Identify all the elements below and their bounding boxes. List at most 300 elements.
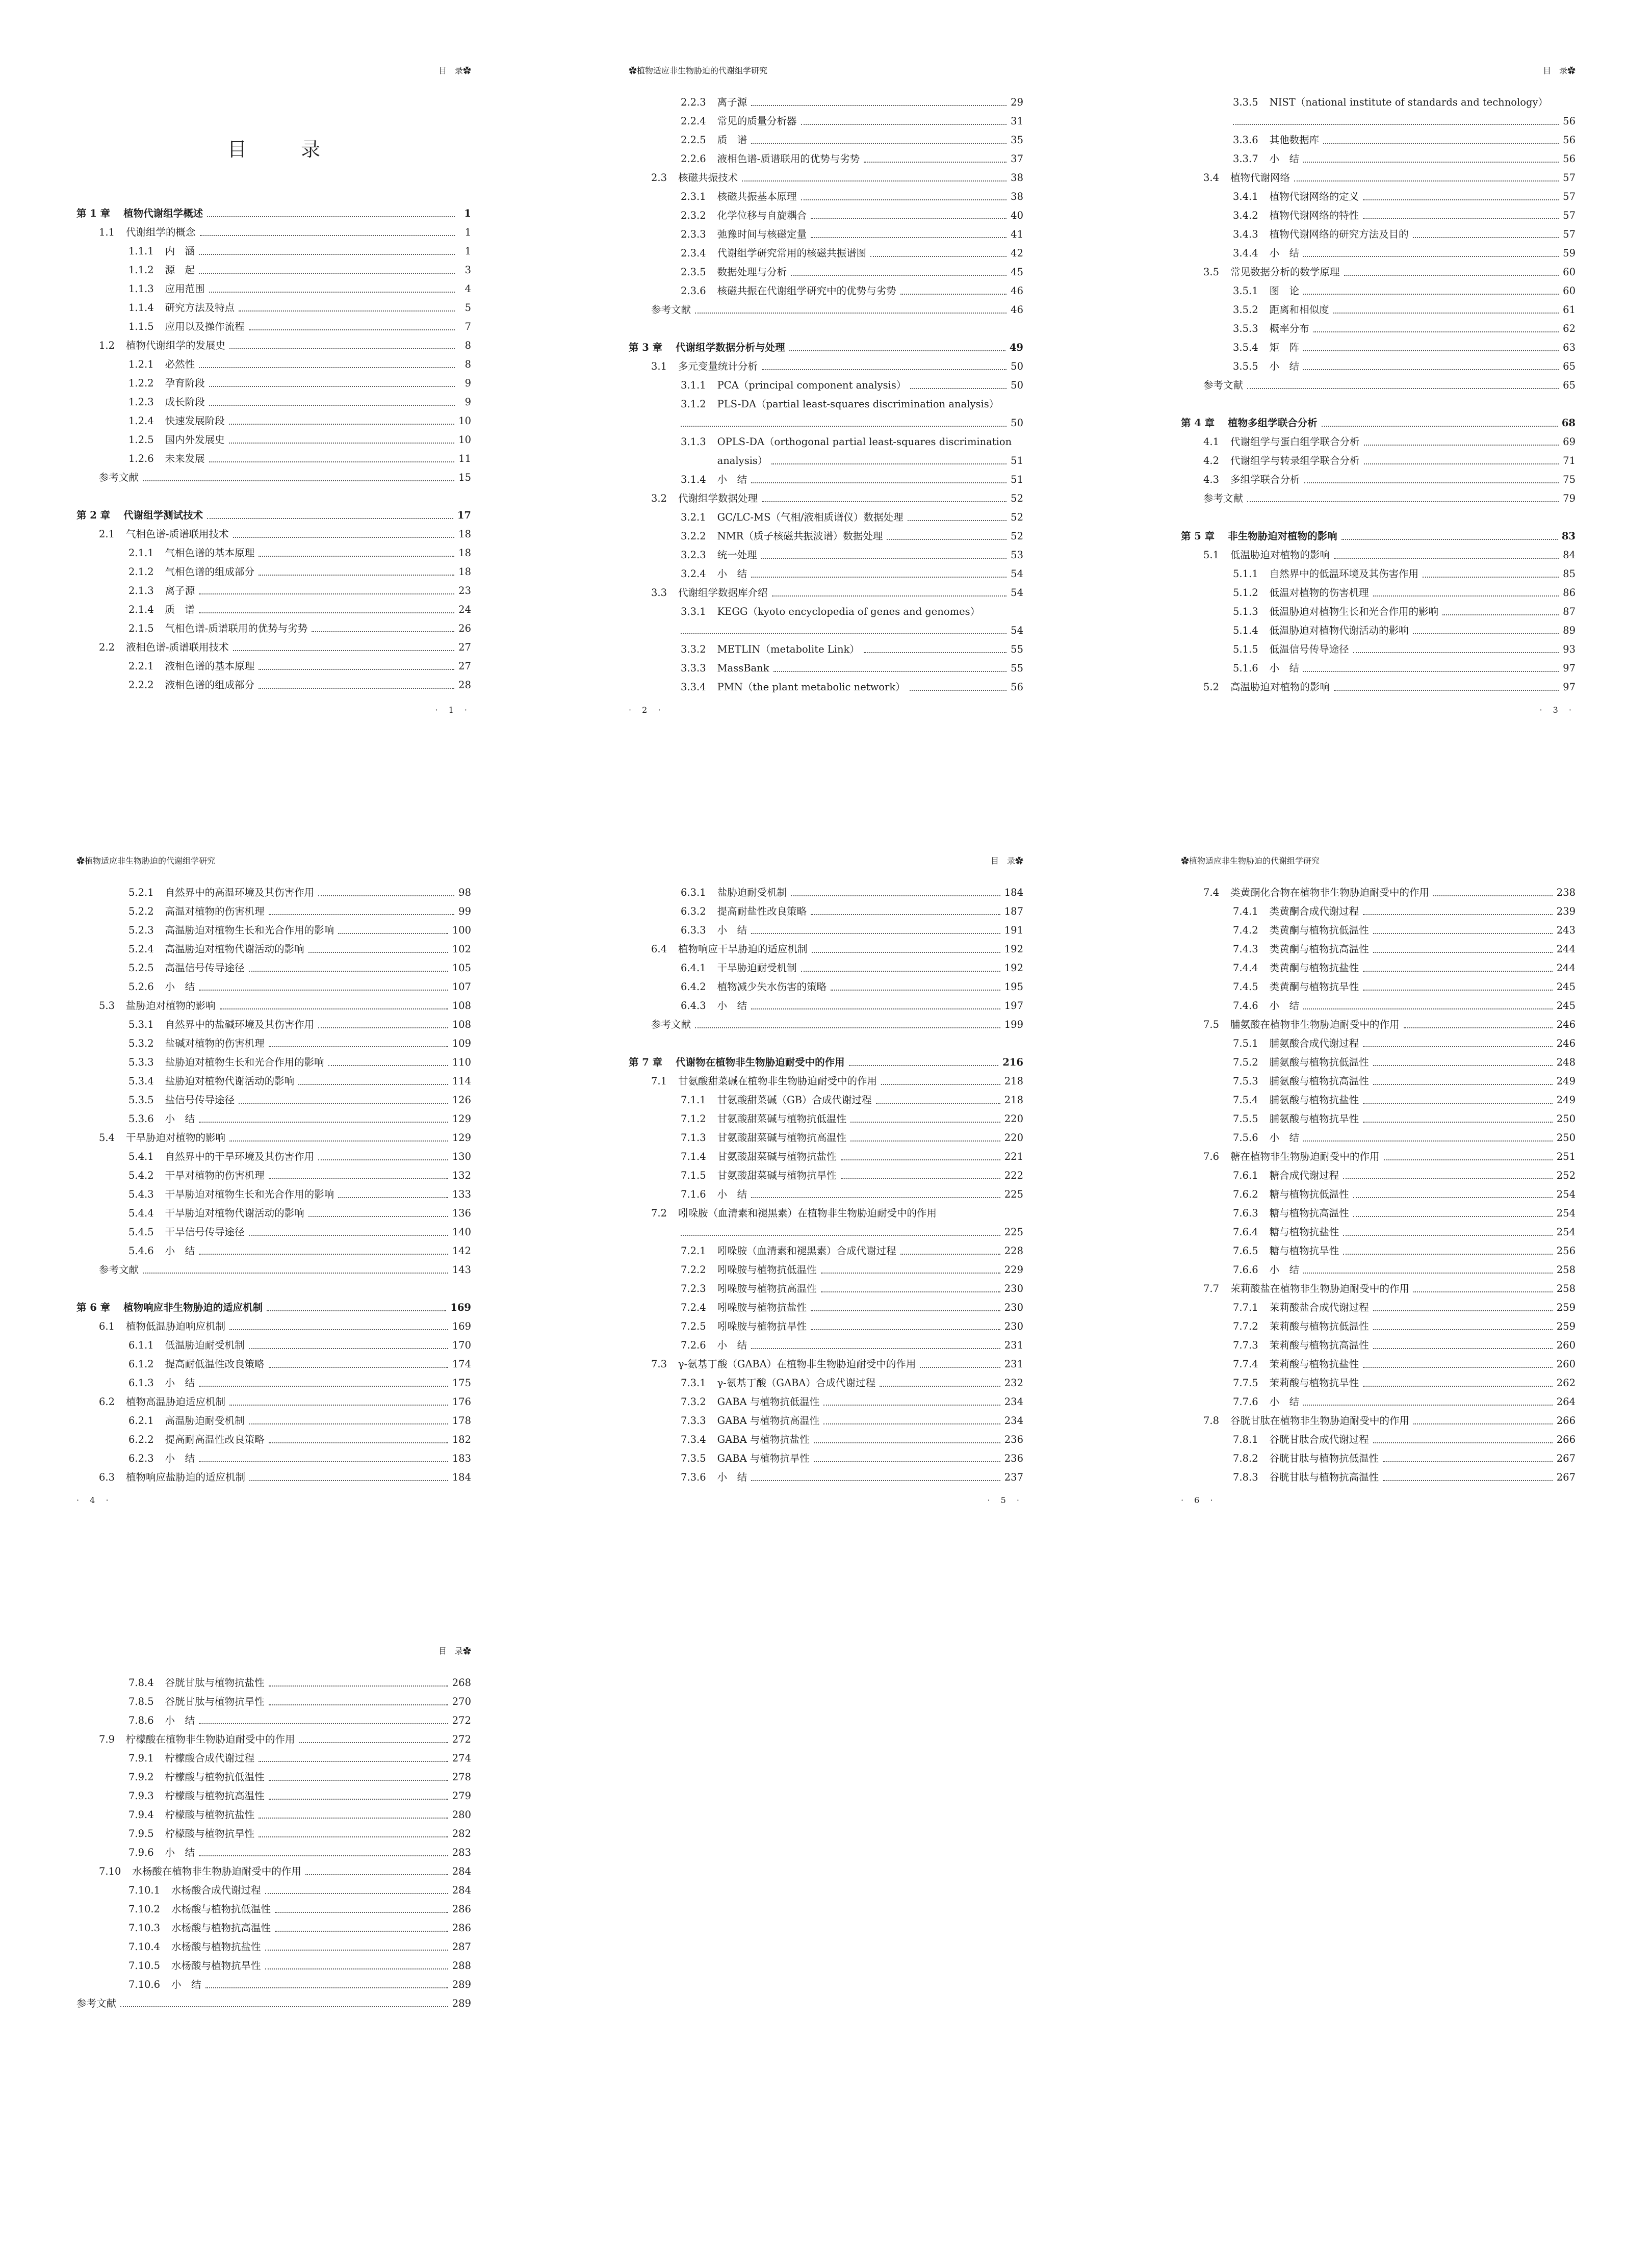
dot-leader <box>318 1027 448 1028</box>
chapter-entry[interactable] <box>629 338 1023 357</box>
toc-entry[interactable] <box>76 430 471 449</box>
entry-page: 130 <box>452 1150 471 1162</box>
toc-entry[interactable] <box>629 432 1023 451</box>
toc-entry[interactable] <box>1181 131 1576 149</box>
toc-entry[interactable] <box>76 374 471 393</box>
entry-page: 35 <box>1011 134 1023 146</box>
toc-entry[interactable] <box>1181 621 1576 640</box>
toc-entry[interactable] <box>1181 977 1576 996</box>
toc-entry[interactable] <box>76 1937 471 1956</box>
entry-page: 272 <box>452 1714 471 1726</box>
toc-entry[interactable] <box>629 1241 1023 1260</box>
entry-number: 7.1.4 <box>681 1150 706 1162</box>
toc-entry[interactable] <box>76 1994 471 2013</box>
dot-leader <box>870 256 1006 257</box>
toc-entry[interactable] <box>1181 451 1576 470</box>
toc-entry[interactable] <box>76 1128 471 1147</box>
dot-leader <box>199 612 454 613</box>
toc-entry[interactable] <box>76 525 471 543</box>
toc-entry[interactable] <box>629 1128 1023 1147</box>
toc-entry[interactable] <box>629 678 1023 696</box>
toc-entry[interactable] <box>629 413 1023 432</box>
toc-entry[interactable] <box>629 395 1023 413</box>
dot-leader <box>312 631 454 632</box>
entry-title: 小 结 <box>1269 360 1300 372</box>
entry-title: 低温胁迫对植物生长和光合作用的影响 <box>1269 605 1439 617</box>
entry-page: 251 <box>1556 1150 1576 1162</box>
entry-title: 自然界中的盐碱环境及其伤害作用 <box>165 1018 315 1030</box>
toc-entry[interactable] <box>629 489 1023 508</box>
toc-entry[interactable] <box>1181 883 1576 902</box>
toc-entry[interactable] <box>76 1881 471 1900</box>
entry-number: 7.9.5 <box>128 1827 154 1839</box>
toc-entry[interactable] <box>76 261 471 279</box>
toc-entry[interactable] <box>1181 263 1576 281</box>
entry-number: 1.2.5 <box>128 433 154 446</box>
entry-number: 7.8.3 <box>1233 1471 1258 1483</box>
toc-entry[interactable] <box>629 921 1023 940</box>
toc-entry[interactable] <box>1181 1072 1576 1091</box>
entry-number: 5.3.4 <box>128 1075 154 1087</box>
toc-entry[interactable] <box>629 659 1023 678</box>
toc-entry[interactable] <box>1181 1336 1576 1355</box>
toc-entry[interactable] <box>629 996 1023 1015</box>
toc-entry[interactable] <box>76 336 471 355</box>
toc-entry[interactable] <box>629 281 1023 300</box>
dot-leader <box>789 350 1005 351</box>
entry-title: 国内外发展史 <box>165 433 225 446</box>
entry-page: 283 <box>452 1846 471 1858</box>
toc-entry[interactable] <box>629 451 1023 470</box>
chapter-entry[interactable] <box>1181 413 1576 432</box>
toc-entry[interactable] <box>1181 187 1576 206</box>
toc-entry[interactable] <box>1181 678 1576 696</box>
dot-leader <box>1304 482 1559 483</box>
toc-entry[interactable] <box>1181 1317 1576 1336</box>
dot-leader <box>823 1423 1000 1424</box>
toc-entry[interactable] <box>76 1430 471 1449</box>
dot-leader <box>1303 369 1559 370</box>
toc-entry[interactable] <box>629 1204 1023 1223</box>
toc-entry[interactable] <box>629 470 1023 489</box>
chapter-entry[interactable] <box>76 204 471 223</box>
entry-title: 矩 阵 <box>1269 341 1300 353</box>
entry-title: 高温对植物的伤害机理 <box>165 905 265 917</box>
toc-entry[interactable] <box>1181 1449 1576 1468</box>
entry-number: 7.4.1 <box>1233 905 1258 917</box>
toc-entry[interactable] <box>1181 225 1576 244</box>
toc-entry[interactable] <box>629 1091 1023 1109</box>
toc-entry[interactable] <box>629 621 1023 640</box>
dot-leader <box>1363 914 1553 915</box>
entry-page: 8 <box>464 358 471 370</box>
toc-entry[interactable] <box>629 244 1023 263</box>
toc-entry[interactable] <box>629 1411 1023 1430</box>
toc-entry[interactable] <box>629 93 1023 112</box>
entry-number: 7.2.1 <box>681 1244 706 1257</box>
dot-leader <box>1343 1178 1553 1179</box>
dot-leader <box>209 461 455 462</box>
toc-entry[interactable] <box>1181 1223 1576 1241</box>
entry-page: 38 <box>1011 190 1023 202</box>
toc-entry[interactable] <box>629 1430 1023 1449</box>
toc-entry[interactable] <box>1181 470 1576 489</box>
toc-entry[interactable] <box>1181 1298 1576 1317</box>
entry-title: 高温信号传导途径 <box>165 962 245 974</box>
toc-entry[interactable] <box>76 1015 471 1034</box>
entry-title: 类黄酮与植物抗高温性 <box>1269 943 1369 955</box>
toc-entry[interactable] <box>1181 640 1576 659</box>
entry-number: 3.3.4 <box>681 681 706 693</box>
toc-entry[interactable] <box>629 1468 1023 1487</box>
entry-title: 干旱对植物的伤害机理 <box>165 1169 265 1181</box>
toc-entry[interactable] <box>76 1053 471 1072</box>
toc-entry[interactable] <box>629 883 1023 902</box>
entry-title: 必然性 <box>165 358 195 370</box>
toc-entry[interactable] <box>76 1843 471 1862</box>
entry-number: 7.7.2 <box>1233 1320 1258 1332</box>
toc-entry[interactable] <box>76 355 471 374</box>
entry-page: 54 <box>1011 586 1023 599</box>
toc-entry[interactable] <box>629 1260 1023 1279</box>
entry-number: 3.4.2 <box>1233 209 1258 221</box>
toc-entry[interactable] <box>1181 1204 1576 1223</box>
toc-entry[interactable] <box>1181 1355 1576 1373</box>
entry-page: 272 <box>452 1733 471 1745</box>
toc-entry[interactable] <box>76 1449 471 1468</box>
toc-entry[interactable] <box>76 1749 471 1768</box>
entry-title: 类黄酮化合物在植物非生物胁迫耐受中的作用 <box>1230 886 1430 898</box>
toc-entry[interactable] <box>629 1355 1023 1373</box>
toc-entry[interactable] <box>629 357 1023 376</box>
toc-entry[interactable] <box>76 600 471 619</box>
toc-entry[interactable] <box>1181 1091 1576 1109</box>
toc-entry[interactable] <box>629 300 1023 319</box>
toc-entry[interactable] <box>1181 319 1576 338</box>
chapter-entry[interactable] <box>1181 527 1576 546</box>
toc-entry[interactable] <box>1181 1015 1576 1034</box>
toc-entry[interactable] <box>629 225 1023 244</box>
toc-entry[interactable] <box>1181 1411 1576 1430</box>
dot-leader <box>229 424 455 425</box>
toc-entry[interactable] <box>1181 338 1576 357</box>
toc-entry[interactable] <box>629 1336 1023 1355</box>
toc-entry[interactable] <box>629 1147 1023 1166</box>
toc-entry[interactable] <box>76 1805 471 1824</box>
toc-entry[interactable] <box>1181 357 1576 376</box>
toc-entry[interactable] <box>629 1279 1023 1298</box>
toc-entry[interactable] <box>76 1918 471 1937</box>
entry-page: 244 <box>1556 943 1576 955</box>
entry-page: 86 <box>1563 586 1576 599</box>
toc-entry[interactable] <box>1181 1430 1576 1449</box>
chapter-entry[interactable] <box>76 1298 471 1317</box>
toc-entry[interactable] <box>76 317 471 336</box>
entry-page: 142 <box>452 1244 471 1257</box>
entry-title: 谷胱甘肽与植物抗低温性 <box>1269 1452 1379 1464</box>
entry-number: 3.5.2 <box>1233 303 1258 316</box>
toc-entry[interactable] <box>1181 1185 1576 1204</box>
entry-page: 56 <box>1563 115 1576 127</box>
toc-entry[interactable] <box>1181 1128 1576 1147</box>
dot-leader <box>275 1912 448 1913</box>
entry-number: 3.3.2 <box>681 643 706 655</box>
toc-entry[interactable] <box>629 583 1023 602</box>
toc-entry[interactable] <box>76 638 471 657</box>
entry-number: 7.10.6 <box>128 1978 161 1990</box>
toc-entry[interactable] <box>76 1824 471 1843</box>
dot-leader <box>200 235 455 236</box>
entry-page: 254 <box>1556 1226 1576 1238</box>
dot-leader <box>881 1084 1000 1085</box>
toc-entry[interactable] <box>629 1373 1023 1392</box>
entry-page: 62 <box>1563 322 1576 334</box>
toc-entry[interactable] <box>76 1185 471 1204</box>
toc-entry[interactable] <box>76 1862 471 1881</box>
toc-entry[interactable] <box>1181 281 1576 300</box>
toc-entry[interactable] <box>76 393 471 411</box>
toc-entry[interactable] <box>1181 602 1576 621</box>
toc-entry[interactable] <box>629 131 1023 149</box>
entry-page: 79 <box>1563 492 1576 504</box>
entry-page: 60 <box>1563 266 1576 278</box>
toc-entry[interactable] <box>629 902 1023 921</box>
dot-leader <box>751 1480 1000 1481</box>
dot-leader <box>207 518 453 519</box>
entry-page: 133 <box>452 1188 471 1200</box>
toc-entry[interactable] <box>629 168 1023 187</box>
toc-entry[interactable] <box>1181 583 1576 602</box>
toc-entry[interactable] <box>76 279 471 298</box>
toc-entry[interactable] <box>1181 1109 1576 1128</box>
toc-entry[interactable] <box>76 1317 471 1336</box>
chapter-entry[interactable] <box>629 1053 1023 1072</box>
toc-entry[interactable] <box>76 1692 471 1711</box>
toc-entry[interactable] <box>76 581 471 600</box>
toc-entry[interactable] <box>1181 996 1576 1015</box>
toc-entry[interactable] <box>76 223 471 242</box>
entry-number: 6.4.1 <box>681 962 706 974</box>
page-number: · 3 · <box>1539 705 1576 715</box>
toc-entry[interactable] <box>76 977 471 996</box>
toc-entry[interactable] <box>76 958 471 977</box>
entry-number: 6.2 <box>99 1395 115 1408</box>
toc-entry[interactable] <box>76 1468 471 1487</box>
toc-entry[interactable] <box>76 1956 471 1975</box>
entry-number: 7.9 <box>99 1733 115 1745</box>
entry-number: 5.4.4 <box>128 1207 154 1219</box>
toc-entry[interactable] <box>1181 1147 1576 1166</box>
toc-entry[interactable] <box>629 958 1023 977</box>
toc-entry[interactable] <box>629 1166 1023 1185</box>
entry-number: 2.1.4 <box>128 603 154 615</box>
toc-entry[interactable] <box>629 602 1023 621</box>
toc-entry[interactable] <box>76 411 471 430</box>
toc-entry[interactable] <box>629 508 1023 527</box>
toc-entry[interactable] <box>76 1673 471 1692</box>
toc-entry[interactable] <box>1181 1373 1576 1392</box>
toc-entry[interactable] <box>629 1392 1023 1411</box>
toc-entry[interactable] <box>629 149 1023 168</box>
toc-entry[interactable] <box>1181 1166 1576 1185</box>
toc-entry[interactable] <box>76 1091 471 1109</box>
toc-entry[interactable] <box>76 1260 471 1279</box>
toc-entry[interactable] <box>629 263 1023 281</box>
entry-page: 4 <box>464 282 471 295</box>
entry-title: 糖与植物抗低温性 <box>1269 1188 1349 1200</box>
toc-entry[interactable] <box>76 940 471 958</box>
toc-entry[interactable] <box>76 921 471 940</box>
toc-entry[interactable] <box>76 298 471 317</box>
toc-entry[interactable] <box>76 1166 471 1185</box>
entry-title: 小 结 <box>1269 662 1300 674</box>
toc-entry[interactable] <box>76 1730 471 1749</box>
toc-entry[interactable] <box>1181 1053 1576 1072</box>
toc-entry[interactable] <box>76 1241 471 1260</box>
toc-entry[interactable] <box>629 1223 1023 1241</box>
toc-entry[interactable] <box>76 1711 471 1730</box>
toc-entry[interactable] <box>629 206 1023 225</box>
toc-entry[interactable] <box>76 1768 471 1786</box>
toc-entry[interactable] <box>76 1223 471 1241</box>
toc-entry[interactable] <box>629 1185 1023 1204</box>
toc-entry[interactable] <box>76 449 471 468</box>
toc-entry[interactable] <box>1181 432 1576 451</box>
toc-entry[interactable] <box>76 1072 471 1091</box>
toc-entry[interactable] <box>629 1298 1023 1317</box>
entry-title: 代谢物在植物非生物胁迫耐受中的作用 <box>676 1056 845 1068</box>
entry-number: 1.2.1 <box>128 358 154 370</box>
toc-entry[interactable] <box>629 187 1023 206</box>
toc-entry[interactable] <box>76 1392 471 1411</box>
entry-number: 2.3 <box>651 171 667 184</box>
dot-leader <box>1353 1197 1553 1198</box>
toc-entry[interactable] <box>76 1373 471 1392</box>
toc-entry[interactable] <box>1181 659 1576 678</box>
entry-title: 提高耐高温性改良策略 <box>165 1433 265 1445</box>
dot-leader <box>751 1008 1000 1009</box>
toc-entry[interactable] <box>629 1449 1023 1468</box>
entry-title: 植物代谢网络的特性 <box>1269 209 1359 221</box>
toc-entry[interactable] <box>76 1786 471 1805</box>
toc-entry[interactable] <box>1181 1034 1576 1053</box>
toc-entry[interactable] <box>1181 149 1576 168</box>
toc-entry[interactable] <box>76 1034 471 1053</box>
toc-entry[interactable] <box>76 1109 471 1128</box>
entry-number: 6.4 <box>651 943 667 955</box>
toc-entry[interactable] <box>1181 958 1576 977</box>
entry-number: 7.5.2 <box>1233 1056 1258 1068</box>
toc-entry[interactable] <box>629 112 1023 131</box>
toc-entry[interactable] <box>76 1336 471 1355</box>
toc-entry[interactable] <box>76 902 471 921</box>
toc-entry[interactable] <box>629 1109 1023 1128</box>
toc-entry[interactable] <box>76 242 471 261</box>
toc-entry[interactable] <box>76 1900 471 1918</box>
entry-page: 99 <box>458 905 471 917</box>
toc-entry[interactable] <box>76 619 471 638</box>
toc-entry[interactable] <box>76 1975 471 1994</box>
toc-entry[interactable] <box>1181 1468 1576 1487</box>
entry-title: MassBank <box>717 662 769 674</box>
toc-entry[interactable] <box>1181 489 1576 508</box>
toc-entry[interactable] <box>76 1411 471 1430</box>
toc-entry[interactable] <box>1181 112 1576 131</box>
toc-entry[interactable] <box>1181 244 1576 263</box>
dot-leader <box>1433 895 1553 896</box>
chapter-entry[interactable] <box>76 506 471 525</box>
entry-number: 7.3.3 <box>681 1414 706 1427</box>
entry-page: 184 <box>1004 886 1023 898</box>
entry-title: 代谢组学数据处理 <box>678 492 758 504</box>
entry-title: 小 结 <box>1269 1395 1300 1408</box>
toc-entry[interactable] <box>629 1015 1023 1034</box>
toc-entry[interactable] <box>629 564 1023 583</box>
entry-title: 盐胁迫耐受机制 <box>717 886 787 898</box>
toc-entry[interactable] <box>629 376 1023 395</box>
toc-list <box>629 93 1023 696</box>
toc-entry[interactable] <box>76 996 471 1015</box>
toc-entry[interactable] <box>629 977 1023 996</box>
entry-number: 5.3 <box>99 999 115 1012</box>
toc-entry[interactable] <box>1181 1241 1576 1260</box>
toc-entry[interactable] <box>1181 1279 1576 1298</box>
toc-entry[interactable] <box>76 468 471 487</box>
entry-number: 3.3.3 <box>681 662 706 674</box>
toc-entry[interactable] <box>76 1355 471 1373</box>
toc-entry[interactable] <box>629 1072 1023 1091</box>
toc-entry[interactable] <box>1181 206 1576 225</box>
toc-entry[interactable] <box>76 1147 471 1166</box>
entry-title: 小 结 <box>165 1112 195 1125</box>
dot-leader <box>205 1987 448 1988</box>
entry-page: 267 <box>1556 1452 1576 1464</box>
toc-entry[interactable] <box>1181 168 1576 187</box>
toc-entry[interactable] <box>629 940 1023 958</box>
toc-entry[interactable] <box>76 543 471 562</box>
entry-number: 1.2 <box>99 339 115 351</box>
toc-entry[interactable] <box>1181 300 1576 319</box>
toc-entry[interactable] <box>1181 921 1576 940</box>
toc-entry[interactable] <box>1181 376 1576 395</box>
toc-entry[interactable] <box>629 640 1023 659</box>
entry-title: 柠檬酸与植物抗盐性 <box>165 1808 255 1821</box>
entry-page: 289 <box>452 1978 471 1990</box>
toc-entry[interactable] <box>1181 546 1576 564</box>
entry-number: 7.3.2 <box>681 1395 706 1408</box>
toc-entry[interactable] <box>76 676 471 694</box>
entry-title: 气相色谱-质谱联用的优势与劣势 <box>165 622 308 634</box>
toc-entry[interactable] <box>76 883 471 902</box>
toc-entry[interactable] <box>76 562 471 581</box>
toc-entry[interactable] <box>629 1317 1023 1336</box>
toc-entry[interactable] <box>1181 93 1576 112</box>
toc-entry[interactable] <box>1181 564 1576 583</box>
entry-number: 2.2.1 <box>128 660 154 672</box>
toc-entry[interactable] <box>629 546 1023 564</box>
toc-entry[interactable] <box>1181 940 1576 958</box>
entry-title: 水杨酸与植物抗低温性 <box>171 1903 271 1915</box>
toc-entry[interactable] <box>629 527 1023 546</box>
toc-entry[interactable] <box>76 1204 471 1223</box>
entry-page: 274 <box>452 1752 471 1764</box>
entry-title: 低温胁迫耐受机制 <box>165 1339 245 1351</box>
entry-title: 参考文献 <box>99 471 139 483</box>
toc-entry[interactable] <box>1181 1392 1576 1411</box>
toc-entry[interactable] <box>76 657 471 676</box>
toc-entry[interactable] <box>1181 902 1576 921</box>
toc-entry[interactable] <box>1181 1260 1576 1279</box>
